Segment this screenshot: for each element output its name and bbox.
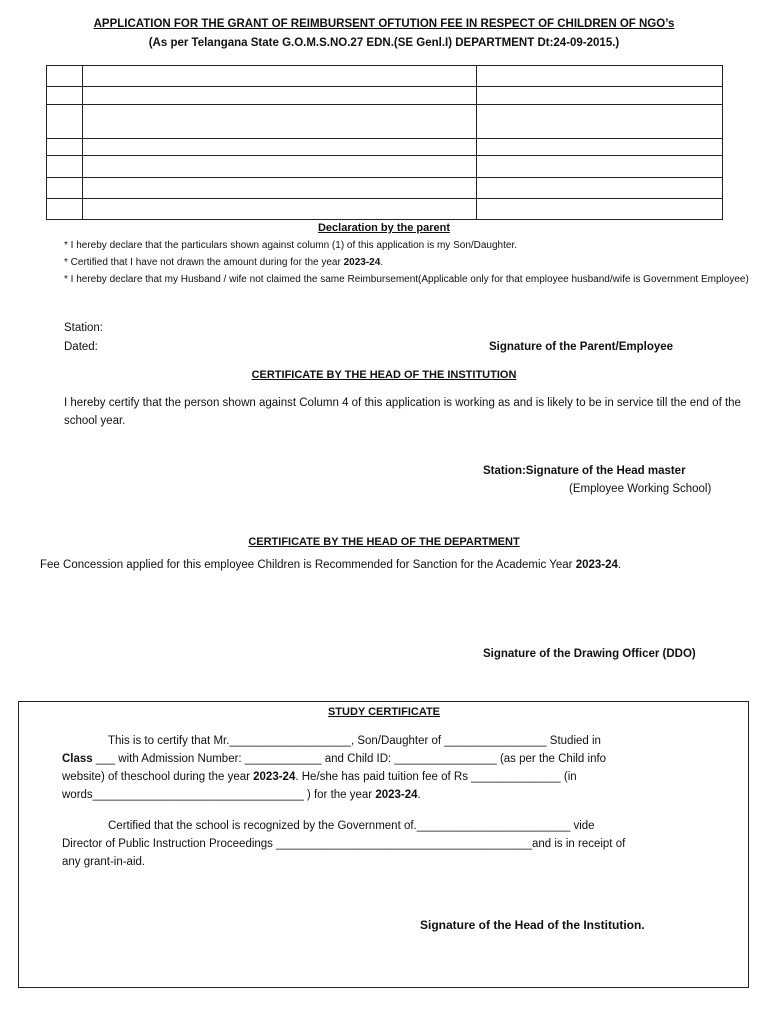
table-cell[interactable] [47, 139, 83, 156]
study-year-2: 2023-24 [375, 789, 418, 801]
study-line-3-end: . He/she has paid tuition fee of Rs ______________ (in [295, 771, 577, 783]
table-row [47, 87, 723, 105]
study-line-2 [62, 750, 722, 768]
department-cert-text-end: . [617, 559, 622, 571]
table-cell[interactable] [83, 105, 477, 139]
study-cert-paragraph-2 [62, 817, 722, 871]
table-row [47, 178, 723, 199]
department-cert-heading: CERTIFICATE BY THE HEAD OF THE DEPARTMENT [248, 536, 520, 548]
table-cell[interactable] [83, 156, 477, 178]
dated-label: Dated: [64, 341, 98, 353]
table-cell[interactable] [47, 178, 83, 199]
table-cell[interactable] [83, 178, 477, 199]
study-line-4 [62, 786, 722, 804]
study-line-6: Director of Public Instruction Proceedings ________________________________________and is in receipt of [62, 838, 626, 850]
table-row [47, 199, 723, 220]
parent-signature: Signature of the Parent/Employee [489, 341, 674, 353]
table-cell[interactable] [477, 66, 723, 87]
declaration-line-3: * I hereby declare that my Husband / wife not claimed the same Reimbursement(Applicable only for that employee husband/wife is Government Employee) [64, 274, 749, 285]
study-year-1: 2023-24 [253, 771, 296, 783]
table-cell[interactable] [477, 87, 723, 105]
study-line-2-text: ___ with Admission Number: ____________ and Child ID: ________________ (as per the Child info [92, 753, 607, 765]
table-cell[interactable] [47, 156, 83, 178]
department-cert-year: 2023-24 [575, 559, 618, 571]
study-cert-heading: STUDY CERTIFICATE [327, 706, 441, 718]
study-line-3 [62, 768, 722, 786]
study-line-4-end: . [417, 789, 421, 801]
institution-cert-text: I hereby certify that the person shown against Column 4 of this application is working as and is likely to be in service till the end of the school year. [64, 397, 741, 427]
department-cert-text-main: Fee Concession applied for this employee Children is Recommended for Sanction for the Academic Year [40, 559, 576, 571]
table-cell[interactable] [477, 199, 723, 220]
table-cell[interactable] [477, 105, 723, 139]
form-subtitle: (As per Telangana State G.O.M.S.NO.27 EDN.(SE Genl.I) DEPARTMENT Dt:24-09-2015.) [148, 37, 620, 49]
class-label: Class [62, 753, 93, 765]
station-label: Station: [64, 322, 103, 334]
table-row [47, 66, 723, 87]
table-cell[interactable] [477, 139, 723, 156]
form-title: APPLICATION FOR THE GRANT OF REIMBURSENT OFTUTION FEE IN RESPECT OF CHILDREN OF NGO’s [93, 18, 675, 30]
table-cell[interactable] [83, 199, 477, 220]
table-cell[interactable] [47, 105, 83, 139]
institution-cert-heading: CERTIFICATE BY THE HEAD OF THE INSTITUTION [251, 369, 517, 381]
study-line-7: any grant-in-aid. [62, 856, 146, 868]
table-row [47, 105, 723, 139]
headmaster-signature: Station:Signature of the Head master [483, 465, 686, 477]
table-cell[interactable] [47, 87, 83, 105]
table-cell[interactable] [47, 199, 83, 220]
table-cell[interactable] [47, 66, 83, 87]
table-cell[interactable] [83, 87, 477, 105]
declaration-year: 2023-24 [343, 257, 381, 268]
table-cell[interactable] [83, 66, 477, 87]
study-cert-signature: Signature of the Head of the Institution. [420, 918, 645, 932]
declaration-line-2-end: . [380, 257, 384, 268]
study-cert-paragraph-1 [62, 732, 722, 804]
table-cell[interactable] [477, 178, 723, 199]
table-cell[interactable] [477, 156, 723, 178]
department-cert-text [40, 559, 760, 571]
study-line-3-text: website) of theschool during the year [62, 771, 254, 783]
declaration-line-2-text: * Certified that I have not drawn the amount during for the year [64, 257, 344, 268]
declaration-heading: Declaration by the parent [317, 222, 451, 234]
table-cell[interactable] [83, 139, 477, 156]
table-row [47, 156, 723, 178]
declaration-line-1: * I hereby declare that the particulars shown against column (1) of this application is my Son/Daughter. [64, 240, 518, 251]
particulars-table [46, 65, 723, 220]
table-row [47, 139, 723, 156]
study-line-5: Certified that the school is recognized by the Government of.________________________ vide [108, 820, 595, 832]
study-line-4-text: words_________________________________ ) for the year [62, 789, 376, 801]
study-line-1: This is to certify that Mr.___________________, Son/Daughter of ________________ Studied in [108, 735, 601, 747]
declaration-line-2 [64, 255, 754, 270]
headmaster-signature-sub: (Employee Working School) [569, 483, 712, 495]
ddo-signature: Signature of the Drawing Officer (DDO) [483, 648, 696, 660]
